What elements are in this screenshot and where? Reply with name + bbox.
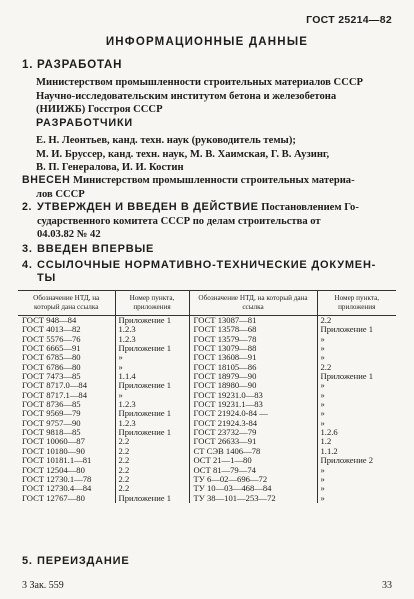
left-item-cell: 2.2 — [115, 456, 189, 465]
references-table — [18, 290, 396, 503]
right-item-cell: » — [320, 352, 325, 363]
section-5-title: ПЕРЕИЗДАНИЕ — [37, 555, 130, 567]
section-1-title: РАЗРАБОТАН — [37, 59, 123, 71]
section-1-number: 1. — [22, 59, 34, 71]
left-doc-cell: ГОСТ 8736—85 — [18, 400, 115, 409]
right-item-cell: » — [320, 473, 325, 484]
introduced-block — [22, 174, 355, 201]
page-title: ИНФОРМАЦИОННЫЕ ДАННЫЕ — [105, 36, 309, 48]
right-item-cell: 2.2 — [320, 361, 332, 372]
left-item-cell: 1.1.4 — [115, 372, 189, 381]
left-doc-cell: ГОСТ 5576—76 — [18, 335, 115, 344]
left-item-cell: » — [115, 353, 189, 362]
right-doc-cell: ГОСТ 21924.3-84 — [189, 419, 317, 428]
left-item-cell: 1.2.3 — [115, 400, 189, 409]
right-doc-cell: ТУ 6—02—696—72 — [189, 475, 317, 484]
right-item-cell: » — [320, 389, 325, 400]
right-item-cell: 2.2 — [320, 315, 332, 325]
right-doc-cell: ГОСТ 13079—88 — [189, 344, 317, 353]
column-header-doc: Обозначение НТД, на который дана ссылка — [189, 291, 317, 316]
section-2-number: 2. — [22, 201, 33, 213]
section-3-heading — [22, 243, 154, 255]
left-doc-cell: ГОСТ 9818—85 — [18, 428, 115, 437]
left-item-cell: Приложение 1 — [115, 494, 189, 503]
left-item-cell: 1.2.3 — [115, 325, 189, 334]
developers-heading: РАЗРАБОТЧИКИ — [36, 117, 133, 129]
left-item-cell: 2.2 — [115, 447, 189, 456]
table-header-row — [18, 291, 396, 316]
right-doc-cell: ТУ 38—101—253—72 — [189, 494, 317, 503]
left-item-cell: 1.2.3 — [115, 335, 189, 344]
section-4-title-line-2: ТЫ — [37, 272, 57, 284]
left-doc-cell: ГОСТ 10060—87 — [18, 437, 115, 446]
right-doc-cell: ГОСТ 21924.0-84 — — [189, 409, 317, 418]
left-item-cell: » — [115, 363, 189, 372]
left-doc-cell: ГОСТ 8717.0—84 — [18, 381, 115, 390]
right-item-cell: Приложение 1 — [320, 371, 374, 382]
developers-line: В. П. Генералова, И. И. Костин — [36, 162, 184, 173]
right-item-cell: 1.1.2 — [320, 445, 338, 456]
developers-line: Е. Н. Леонтьев, канд. техн. наук (руководитель темы); — [36, 135, 296, 146]
right-doc-cell: ГОСТ 13087—81 — [189, 316, 317, 326]
right-item-cell: » — [320, 380, 325, 391]
right-item-cell: Приложение 1 — [320, 324, 374, 335]
developed-by-line: Министерством промышленности строительных материалов СССР — [36, 77, 363, 88]
references-table-wrapper — [18, 290, 396, 503]
introduced-line — [22, 174, 355, 188]
right-doc-cell: ОСТ 81—79—74 — [189, 466, 317, 475]
section-2-line-3: 04.03.82 № 42 — [37, 229, 101, 240]
left-doc-cell: ГОСТ 12730.1—78 — [18, 475, 115, 484]
right-doc-cell: ГОСТ 18979—90 — [189, 372, 317, 381]
section-4-title-line-1: ССЫЛОЧНЫЕ НОРМАТИВНО-ТЕХНИЧЕСКИЕ ДОКУМЕН- — [37, 259, 377, 271]
left-doc-cell: ГОСТ 6665—91 — [18, 344, 115, 353]
right-doc-cell: СТ СЭВ 1406—78 — [189, 447, 317, 456]
right-doc-cell: ГОСТ 13578—68 — [189, 325, 317, 334]
left-item-cell: 2.2 — [115, 484, 189, 493]
left-item-cell: 1.2.3 — [115, 419, 189, 428]
left-doc-cell: ГОСТ 9569—79 — [18, 409, 115, 418]
right-doc-cell: ГОСТ 18105—86 — [189, 363, 317, 372]
left-doc-cell: ГОСТ 8717.1—84 — [18, 391, 115, 400]
right-item-cell: » — [320, 492, 325, 503]
page-number: 33 — [382, 580, 392, 591]
right-doc-cell: ТУ 10—03—468—84 — [189, 484, 317, 493]
right-doc-cell: ГОСТ 13579—78 — [189, 335, 317, 344]
left-item-cell: Приложение 1 — [115, 428, 189, 437]
column-header-item: Номер пункта, приложения — [115, 291, 189, 316]
left-doc-cell: ГОСТ 12730.4—84 — [18, 484, 115, 493]
section-3-title: ВВЕДЕН ВПЕРВЫЕ — [37, 243, 155, 255]
developed-by-line: Научно-исследовательским институтом бетона и железобетона — [36, 90, 337, 102]
left-doc-cell: ГОСТ 12504—80 — [18, 466, 115, 475]
introduced-lead: ВНЕСЕН — [22, 174, 71, 186]
left-doc-cell: ГОСТ 6785—80 — [18, 353, 115, 362]
left-item-cell: Приложение 1 — [115, 344, 189, 353]
section-2-rest: Постановлением Го- — [258, 202, 359, 213]
introduced-rest: Министерством промышленности строительных материа- — [70, 175, 355, 186]
right-item-cell: » — [320, 417, 325, 428]
right-doc-cell: ГОСТ 13608—91 — [189, 353, 317, 362]
right-item-cell: » — [320, 464, 325, 475]
right-item-cell: » — [320, 343, 325, 354]
right-item-cell: 1.2.6 — [320, 427, 338, 438]
right-doc-cell: ГОСТ 19231.1—83 — [189, 400, 317, 409]
left-item-cell: Приложение 1 — [115, 316, 189, 326]
section-4-number: 4. — [22, 259, 33, 271]
left-doc-cell: ГОСТ 4013—82 — [18, 325, 115, 334]
left-doc-cell: ГОСТ 12767—80 — [18, 494, 115, 503]
column-header-item: Номер пункта, приложения — [317, 291, 396, 316]
left-item-cell: 2.2 — [115, 475, 189, 484]
section-2-lead: УТВЕРЖДЕН И ВВЕДЕН В ДЕЙСТВИЕ — [37, 201, 259, 213]
introduced-line-2: лов СССР — [36, 188, 85, 200]
left-doc-cell: ГОСТ 948—84 — [18, 316, 115, 326]
right-item-cell: 1.2 — [320, 436, 332, 447]
left-item-cell: » — [115, 391, 189, 400]
table-body — [18, 316, 396, 503]
standard-number: ГОСТ 25214—82 — [306, 14, 392, 26]
section-1-heading — [22, 59, 122, 71]
column-header-doc: Обозначение НТД, на который дана ссылка — [18, 291, 115, 316]
left-item-cell: Приложение 1 — [115, 409, 189, 418]
left-doc-cell: ГОСТ 7473—85 — [18, 372, 115, 381]
section-5-heading — [22, 555, 129, 567]
developed-by-line: (НИИЖБ) Госстроя СССР — [36, 104, 163, 115]
right-doc-cell: ГОСТ 18980—90 — [189, 381, 317, 390]
right-item-cell: » — [320, 408, 325, 419]
left-doc-cell: ГОСТ 9757—90 — [18, 419, 115, 428]
developers-line: М. И. Бруссер, канд. техн. наук, М. В. Хаимская, Г. В. Аузинг, — [36, 148, 330, 160]
left-item-cell: 2.2 — [115, 466, 189, 475]
right-item-cell: » — [320, 483, 325, 494]
right-doc-cell: ГОСТ 19231.0—83 — [189, 391, 317, 400]
right-doc-cell: ГОСТ 26633—91 — [189, 437, 317, 446]
section-2-block — [22, 201, 359, 242]
right-item-cell: » — [320, 333, 325, 344]
section-2-line-2: сударственного комитета СССР по делам строительства от — [37, 215, 321, 227]
right-doc-cell: ОСТ 21—1—80 — [189, 456, 317, 465]
section-3-number: 3. — [22, 243, 33, 255]
right-item-cell: » — [320, 399, 325, 410]
left-item-cell: Приложение 1 — [115, 381, 189, 390]
table-row — [18, 494, 396, 503]
left-doc-cell: ГОСТ 10181.1—81 — [18, 456, 115, 465]
section-2-line-1 — [22, 201, 359, 215]
developers-block — [36, 134, 329, 175]
right-item-cell: Приложение 2 — [320, 455, 374, 466]
left-doc-cell: ГОСТ 10180—90 — [18, 447, 115, 456]
section-5-number: 5. — [22, 555, 33, 567]
section-4-heading — [22, 259, 376, 285]
developed-by-block — [36, 76, 363, 117]
footer-order-number: 3 Зак. 559 — [22, 580, 64, 591]
left-item-cell: 2.2 — [115, 437, 189, 446]
left-doc-cell: ГОСТ 6786—80 — [18, 363, 115, 372]
right-doc-cell: ГОСТ 23732—79 — [189, 428, 317, 437]
